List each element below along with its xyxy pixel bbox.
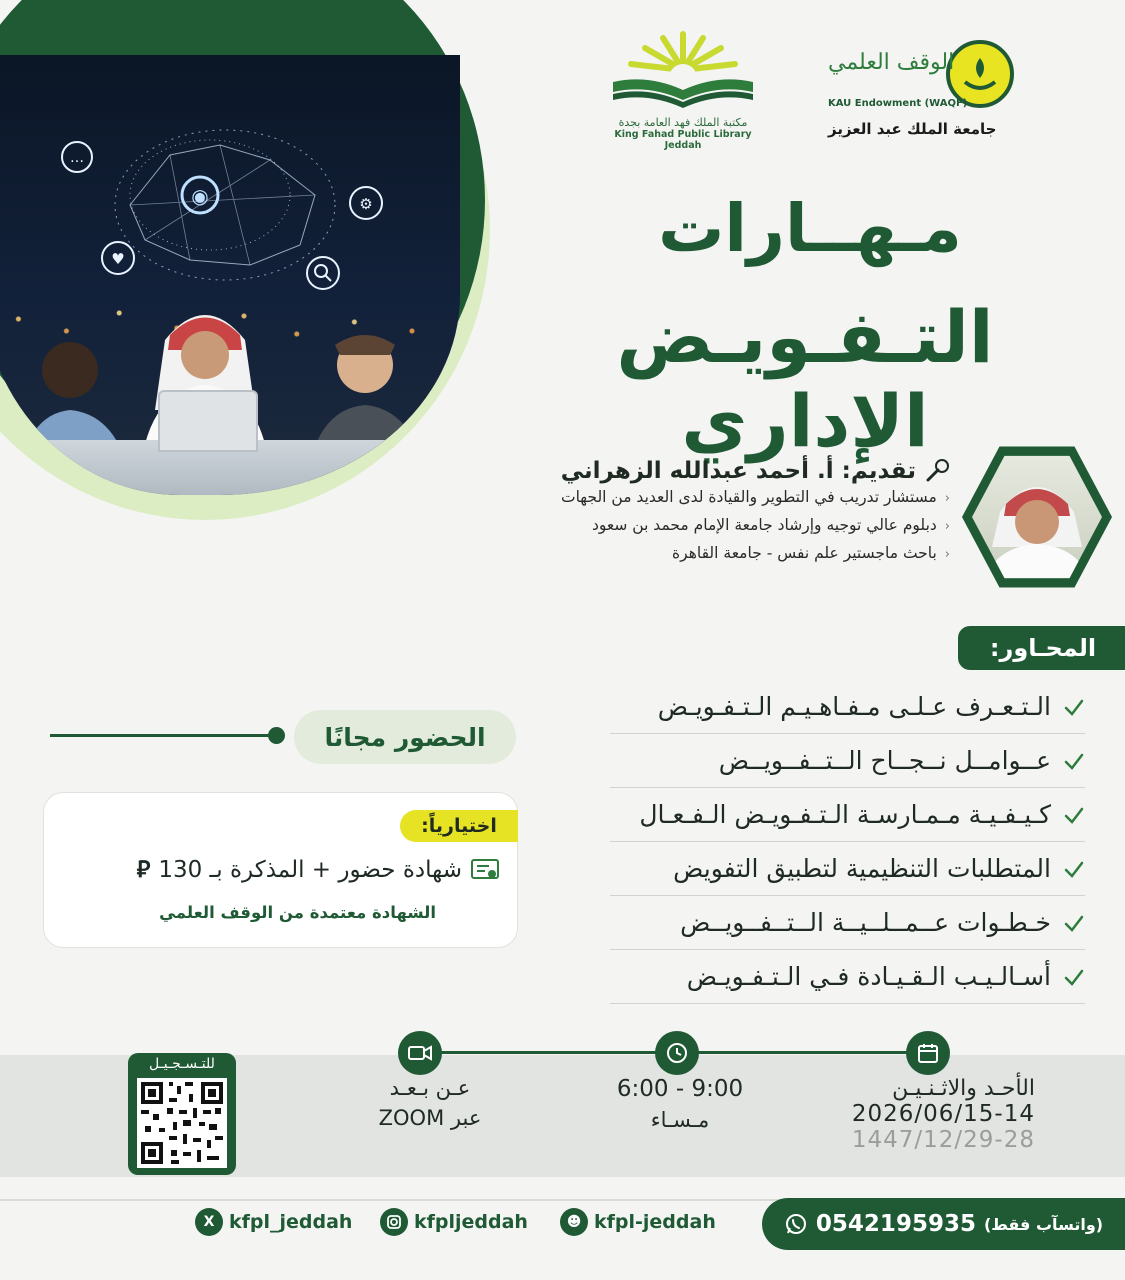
whatsapp-note: (واتسآب فقط): [983, 1214, 1104, 1234]
instagram-icon: [380, 1208, 408, 1236]
presenter-bio: [390, 484, 950, 568]
kau-english-text: KAU Endowment (WAQF): [828, 98, 968, 109]
topic-item: الـتـعـرف عـلـى مـفـاهـيـم الـتـفـويـض: [610, 680, 1085, 734]
riyal-symbol: ⃁: [136, 857, 151, 883]
free-connector-dot: [268, 727, 285, 744]
team-gear-icon: [348, 185, 384, 221]
check-icon: [1063, 966, 1085, 988]
topic-item: كـيـفـيـة مـمـارسـة الـتـفـويـض الـفـعـال: [610, 788, 1085, 842]
x-handle[interactable]: kfpl_jeddah: [229, 1211, 353, 1233]
x-icon: X: [195, 1208, 223, 1236]
topics-list: [610, 680, 1085, 1004]
svg-text:⚙: ⚙: [359, 195, 373, 213]
instagram-handle[interactable]: kfpljeddah: [414, 1211, 528, 1233]
topic-item: عــوامــل نــجــاح الــتــفــويــض: [610, 734, 1085, 788]
snapchat-link[interactable]: [560, 1208, 716, 1236]
register-label: للتـسـجـيـل: [149, 1056, 215, 1072]
clock-icon: [655, 1031, 699, 1075]
video-camera-icon: [398, 1031, 442, 1075]
check-icon: [1063, 750, 1085, 772]
heartbeat-icon: [100, 240, 136, 276]
event-date-gregorian: 2026/06/15-14: [851, 1101, 1035, 1127]
laptop: [158, 390, 258, 452]
info-time: [590, 1076, 770, 1132]
event-period: مـسـاء: [650, 1108, 710, 1132]
bio-item: ‹باحث ماجستير علم نفس - جامعة القاهرة: [672, 544, 950, 562]
bio-item: ‹مستشار تدريب في التطوير والقيادة لدى العديد من الجهات: [560, 488, 950, 506]
free-attendance-badge: الحضور مجانًا: [294, 710, 516, 764]
kfpl-sun-book-icon: [603, 30, 763, 110]
axes-heading: المحـاور:: [958, 626, 1125, 670]
event-time: 6:00 - 9:00: [616, 1076, 744, 1102]
bio-item: ‹دبلوم عالي توجيه وإرشاد جامعة الإمام محمد بن سعود: [591, 516, 950, 534]
kfpl-arabic-name: مكتبة الملك فهد العامة بجدة: [618, 116, 748, 129]
chevron-left-icon: ‹: [944, 491, 950, 506]
whatsapp-number[interactable]: 0542195935: [815, 1211, 976, 1237]
kfpl-logo: [598, 30, 768, 151]
snapchat-icon: ☻: [560, 1208, 588, 1236]
calendar-icon: [906, 1031, 950, 1075]
title-line-2: التـفـويـض الإداري: [616, 295, 994, 463]
search-icon: [305, 255, 341, 291]
x-link[interactable]: [195, 1208, 352, 1236]
optional-offer: [80, 855, 500, 884]
presenter-name-row: [390, 458, 950, 484]
topic-item: خـطـوات عــمــلــيــة الــتــفــويــض: [610, 896, 1085, 950]
kau-arabic-text: جامعة الملك عبد العزيز: [828, 120, 997, 138]
svg-text:♥: ♥: [111, 250, 125, 268]
event-days: الأحـد والاثـنـيـن: [892, 1076, 1035, 1101]
check-icon: [1063, 912, 1085, 934]
check-icon: [1063, 804, 1085, 826]
info-online: [360, 1076, 500, 1130]
certificate-note: الشهادة معتمدة من الوقف العلمي: [159, 903, 436, 922]
kau-waqf-logo: [820, 40, 1020, 140]
event-date-hijri: 1447/12/29-28: [851, 1127, 1035, 1153]
kau-waqf-text: الوقف العلمي: [828, 50, 955, 75]
certificate-icon: [470, 857, 500, 883]
svg-text:…: …: [70, 150, 84, 166]
topic-item: أسـالـيـب الـقـيـادة فـي الـتـفـويـض: [610, 950, 1085, 1004]
presenter-name: تقديم: أ. أحمد عبدالله الزهراني: [560, 458, 916, 484]
free-connector-line: [50, 734, 278, 737]
kfpl-english-name: King Fahad Public Library Jeddah: [614, 129, 752, 151]
info-date: [820, 1076, 1035, 1153]
qr-code[interactable]: [137, 1078, 227, 1168]
title-line-1: مـهــارات: [658, 190, 962, 267]
hero-photo: [0, 55, 460, 495]
event-platform: عبر ZOOM: [378, 1106, 482, 1130]
svg-text:◉: ◉: [191, 184, 209, 208]
chevron-left-icon: ‹: [944, 519, 950, 534]
event-mode: عـن بـعـد: [389, 1076, 471, 1100]
whatsapp-contact[interactable]: [762, 1198, 1125, 1250]
optional-tag: اختيارياً:: [400, 810, 518, 842]
optional-offer-text: شهادة حضور + المذكرة بـ 130: [158, 856, 462, 883]
presenter-block: [390, 458, 950, 568]
chat-icon: [60, 140, 94, 174]
snapchat-handle[interactable]: kfpl-jeddah: [594, 1211, 716, 1233]
whatsapp-icon: [784, 1212, 808, 1236]
check-icon: [1063, 858, 1085, 880]
topic-item: المتطلبات التنظيمية لتطبيق التفويض: [610, 842, 1085, 896]
check-icon: [1063, 696, 1085, 718]
microphone-icon: [924, 458, 950, 484]
instagram-link[interactable]: [380, 1208, 528, 1236]
chevron-left-icon: ‹: [944, 547, 950, 562]
